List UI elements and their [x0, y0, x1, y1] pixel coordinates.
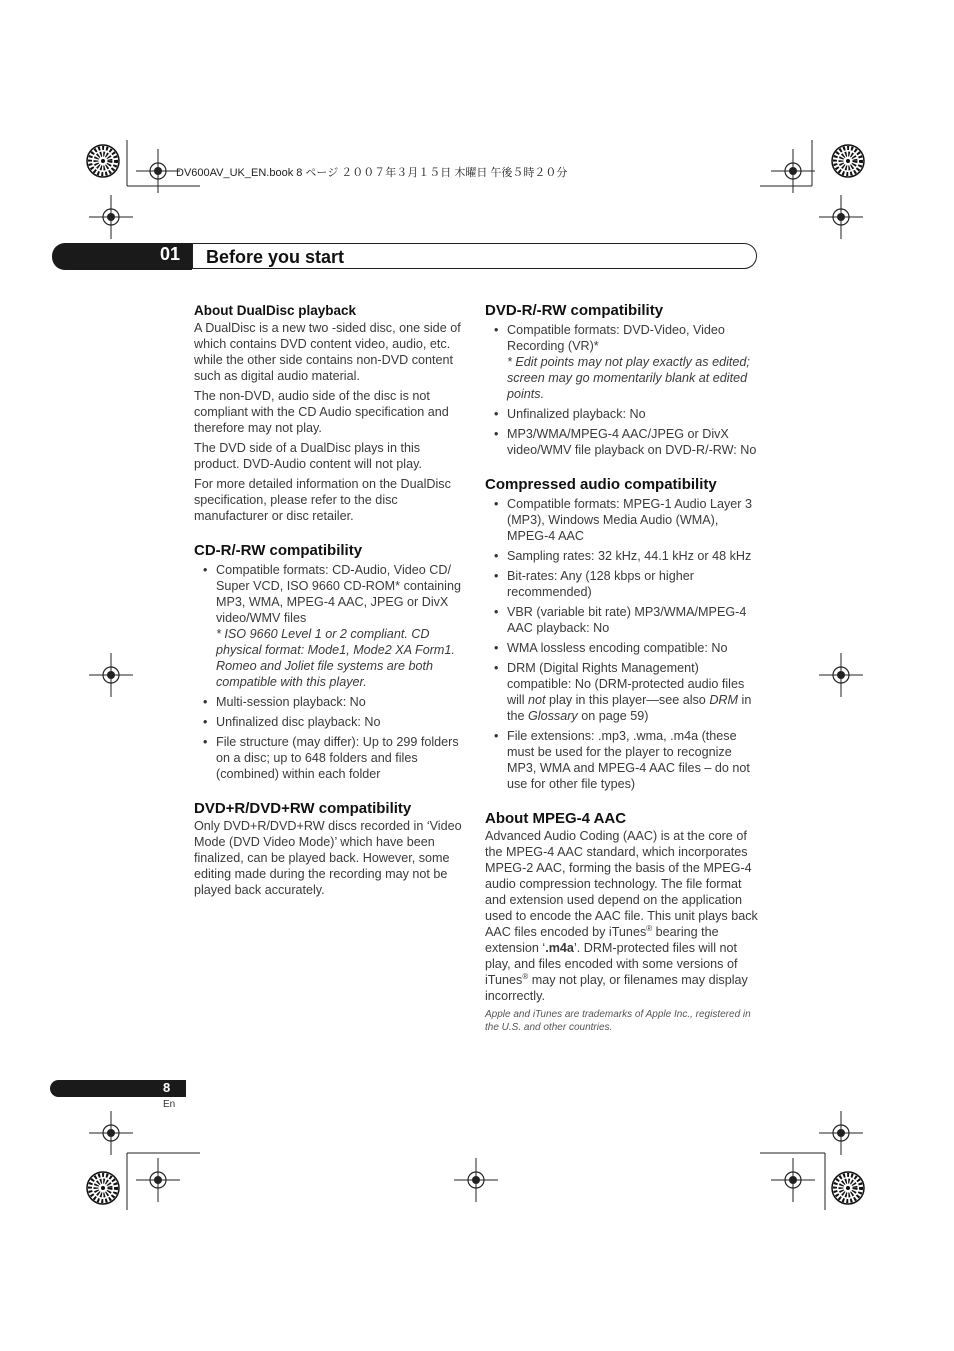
- list-item-text: Compatible formats: CD-Audio, Video CD/ Super VCD, ISO 9660 CD-ROM* containing MP3, WMA, MPEG-4 AAC, JPEG or DivX video/WMV files: [216, 563, 461, 625]
- section-dualdisc: [194, 302, 466, 524]
- list-item-note: * ISO 9660 Level 1 or 2 compliant. CD physical format: Mode1, Mode2 XA Form1. Romeo and Joliet file systems are both compatible with this player.: [216, 627, 455, 689]
- registered-mark: ®: [646, 923, 653, 933]
- list-item-note: * Edit points may not play exactly as edited; screen may go momentarily blank at edited points.: [507, 355, 750, 401]
- registered-mark: ®: [522, 971, 529, 981]
- list-item: • Compatible formats: MPEG-1 Audio Layer 3 (MP3), Windows Media Audio (WMA), MPEG-4 AAC: [507, 496, 759, 544]
- dvdr-list: [485, 322, 759, 458]
- list-item: • File extensions: .mp3, .wma, .m4a (these must be used for the player to recognize MP3, WMA and MPEG-4 AAC files – do not use for other file types): [507, 728, 759, 792]
- page-number: 8: [163, 1080, 171, 1095]
- heading-compressed-audio: Compressed audio compatibility: [485, 476, 717, 493]
- text: bearing the extension ‘: [485, 925, 719, 955]
- section-mpeg4: [485, 810, 759, 1034]
- left-column: [194, 302, 466, 916]
- text: may not play, or filenames may display incorrectly.: [485, 973, 748, 1003]
- heading-dvdplus: DVD+R/DVD+RW compatibility: [194, 800, 412, 817]
- right-column: [485, 302, 759, 1052]
- section-dvdr: [485, 302, 759, 458]
- text: in the: [507, 693, 752, 723]
- text-italic: not: [528, 693, 546, 707]
- text: on page 59): [577, 709, 649, 723]
- extension-m4a: .m4a: [545, 941, 574, 955]
- paragraph: The DVD side of a DualDisc plays in this product. DVD-Audio content will not play.: [194, 441, 422, 471]
- star-target-bottom-right: [832, 1172, 864, 1204]
- paragraph: For more detailed information on the DualDisc specification, please refer to the disc manufacturer or disc retailer.: [194, 477, 451, 523]
- glossary-reference: Glossary: [528, 709, 578, 723]
- book-file-header: DV600AV_UK_EN.book 8 ページ ２００７年３月１５日 木曜日 午後５時２０分: [176, 167, 568, 179]
- heading-cdr: CD-R/-RW compatibility: [194, 542, 363, 559]
- paragraph: Only DVD+R/DVD+RW discs recorded in ‘Video Mode (DVD Video Mode)’ which have been finalized, can be played back. However, some editing made during the recording may not be played back accurately.: [194, 819, 462, 897]
- star-target-top-right: [832, 145, 864, 177]
- list-item: • VBR (variable bit rate) MP3/WMA/MPEG-4 AAC playback: No: [507, 604, 759, 636]
- list-item: • Unfinalized playback: No: [507, 406, 759, 422]
- list-item: • MP3/WMA/MPEG-4 AAC/JPEG or DivX video/WMV file playback on DVD-R/-RW: No: [507, 426, 759, 458]
- heading-dualdisc: About DualDisc playback: [194, 303, 357, 318]
- chapter-title: Before you start: [206, 247, 345, 267]
- text: Advanced Audio Coding (AAC) is at the core of the MPEG-4 AAC standard, which incorporates MPEG-2 AAC, forming the basis of the MPEG-4 audio compression technology. The file format and extension used depend on the application used to encode the AAC file. This unit plays back AAC files encoded by iTunes: [485, 829, 758, 939]
- star-target-top-left: [87, 145, 119, 177]
- list-item: • File structure (may differ): Up to 299 folders on a disc; up to 648 folders and files (combined) within each folder: [216, 734, 466, 782]
- text-italic: DRM: [709, 693, 739, 707]
- text: DRM (Digital Rights Management) compatible: No (DRM-protected audio files will: [507, 661, 745, 707]
- paragraph: The non-DVD, audio side of the disc is not compliant with the CD Audio specification and therefore may not play.: [194, 389, 449, 435]
- paragraph: [485, 828, 759, 1004]
- trademark-footnote: Apple and iTunes are trademarks of Apple Inc., registered in the U.S. and other countries.: [485, 1009, 751, 1033]
- list-item: [507, 660, 759, 724]
- page-language: En: [163, 1099, 176, 1110]
- list-item: • WMA lossless encoding compatible: No: [507, 640, 759, 656]
- text: ’. DRM-protected files will not play, and files encoded with some versions of iTunes: [485, 941, 738, 987]
- paragraph: A DualDisc is a new two -sided disc, one side of which contains DVD content video, audio, etc. while the other side contains non-DVD content such as digital audio material.: [194, 321, 461, 383]
- chapter-number: 01: [160, 244, 181, 264]
- list-item: [216, 562, 466, 690]
- heading-dvdr: DVD-R/-RW compatibility: [485, 302, 664, 319]
- list-item: • Bit-rates: Any (128 kbps or higher recommended): [507, 568, 759, 600]
- list-item: [507, 322, 759, 402]
- list-item: • Sampling rates: 32 kHz, 44.1 kHz or 48 kHz: [507, 548, 759, 564]
- list-item-text: Compatible formats: DVD-Video, Video Recording (VR)*: [507, 323, 725, 353]
- list-item: • Multi-session playback: No: [216, 694, 466, 710]
- list-item: • Unfinalized disc playback: No: [216, 714, 466, 730]
- compressed-list: [485, 496, 759, 792]
- cdr-list: [194, 562, 466, 782]
- text: play in this player—see also: [545, 693, 710, 707]
- section-cdr: [194, 542, 466, 782]
- section-compressed-audio: [485, 476, 759, 792]
- section-dvdplus: [194, 800, 466, 898]
- heading-mpeg4: About MPEG-4 AAC: [485, 810, 627, 827]
- star-target-bottom-left: [87, 1172, 119, 1204]
